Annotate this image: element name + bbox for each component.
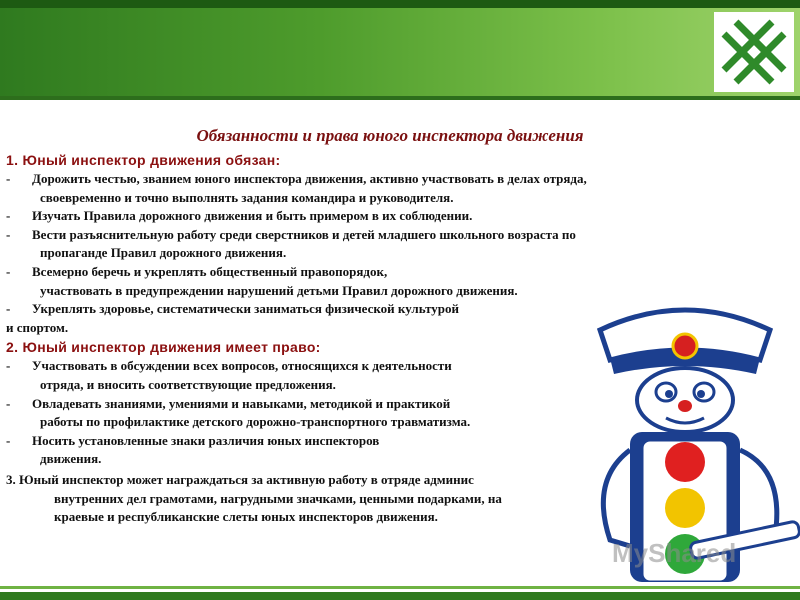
watermark: MyShared [612, 538, 737, 568]
list-item-continuation: пропаганде Правил дорожного движения. [40, 245, 287, 261]
list-item-continuation: работы по профилактике детского дорожно-транспортного травматизма. [40, 414, 471, 430]
section-heading-rights: 2. Юный инспектор движения имеет право: [6, 339, 321, 356]
list-item: - Изучать Правила дорожного движения и быть примером в их соблюдении. [6, 208, 473, 224]
list-item-continuation: отряда, и вносить соответствующие предложения. [40, 376, 336, 392]
list-item-continuation: движения. [40, 451, 102, 467]
point-3-line: 3. Юный инспектор может награждаться за активную работу в отряде админис [6, 471, 474, 487]
banner-divider [0, 96, 800, 100]
slide-title: Обязанности и права юного инспектора движения [196, 126, 584, 145]
list-item: - Носить установленные знаки различия юных инспекторов [6, 432, 380, 448]
list-item: - Укреплять здоровье, систематически заниматься физической культурой [6, 301, 460, 317]
list-item: - Участвовать в обсуждении всех вопросов, относящихся к деятельности [6, 358, 452, 374]
list-item-continuation: участвовать в предупреждении нарушений детьми Правил дорожного движения. [40, 282, 518, 298]
list-item: - Дорожить честью, званием юного инспектора движения, активно участвовать в делах отряда, [6, 171, 587, 186]
section-heading-duties: 1. Юный инспектор движения обязан: [6, 152, 281, 168]
footer-line [0, 586, 800, 589]
list-item: - Овладевать знаниями, умениями и навыками, методикой и практикой [6, 395, 451, 411]
header-banner [0, 8, 800, 96]
point-3-line: краевые и республиканские слеты юных инспекторов движения. [54, 509, 438, 525]
banner-top-strip [0, 0, 800, 8]
list-item-continuation: и спортом. [6, 319, 69, 335]
logo [714, 12, 794, 92]
footer-bar [0, 592, 800, 600]
list-item-continuation: своевременно и точно выполнять задания командира и руководителя. [40, 189, 454, 205]
list-item: - Вести разъяснительную работу среди сверстников и детей младшего школьного возраста по [6, 226, 576, 242]
celtic-knot-icon [714, 12, 794, 92]
list-item: - Всемерно беречь и укреплять общественный правопорядок, [6, 263, 388, 279]
point-3-line: внутренних дел грамотами, нагрудными значками, ценными подарками, на [54, 490, 502, 506]
